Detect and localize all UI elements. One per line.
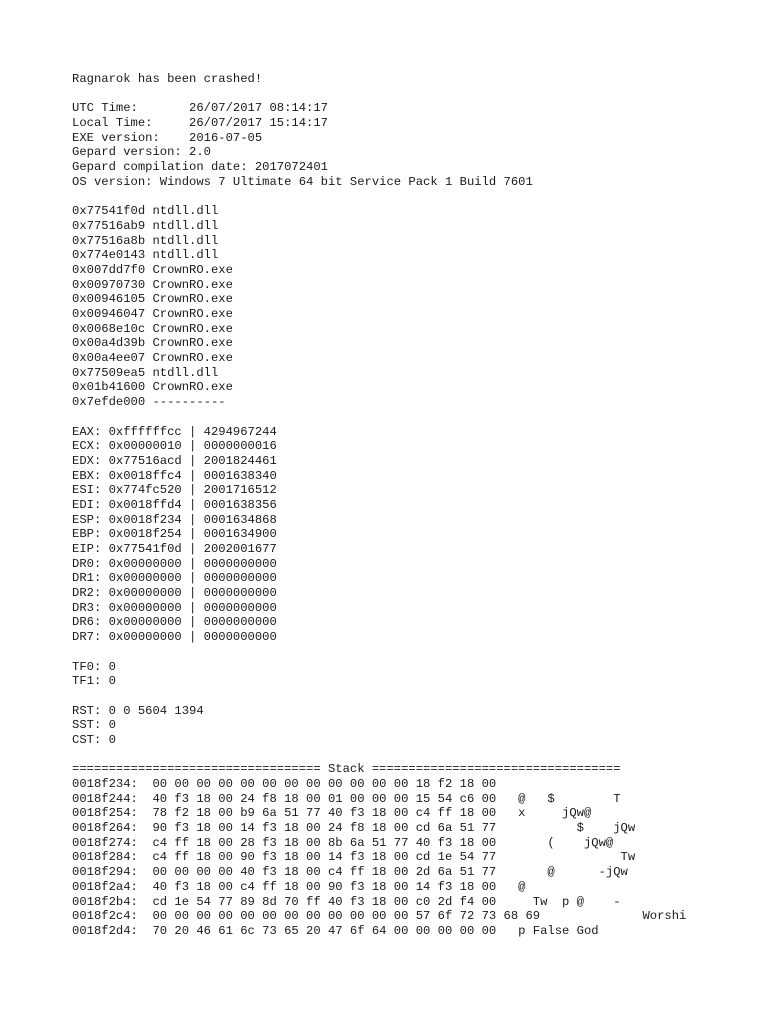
call-stack-frame: 0x00946105 CrownRO.exe [72,292,233,307]
spacer [72,190,762,205]
spacer [72,689,762,704]
local-time-line: Local Time: 26/07/2017 15:14:17 [72,116,328,131]
stack-title: ================================== Stack ================================== [72,762,621,777]
utc-time-line: UTC Time: 26/07/2017 08:14:17 [72,101,328,116]
spacer [72,645,762,660]
register-line: EIP: 0x77541f0d | 2002001677 [72,542,277,556]
state-line: SST: 0 [72,718,116,733]
register-line: ESP: 0x0018f234 | 0001634868 [72,512,277,527]
stack-row: 0018f2b4: cd 1e 54 77 89 8d 70 ff 40 f3 18 00 c0 2d f4 00 Tw p @ - [72,894,621,909]
register-line: EBP: 0x0018f254 | 0001634900 [72,527,277,542]
registers [72,425,762,645]
register-line: DR1: 0x00000000 | 0000000000 [72,571,277,586]
stack-row: 0018f264: 90 f3 18 00 14 f3 18 00 24 f8 18 00 cd 6a 51 77 $ jQw [72,821,636,836]
register-line: EBX: 0x0018ffc4 | 0001638340 [72,468,277,483]
gepard-compilation-line: Gepard compilation date: 2017072401 [72,160,328,175]
flags [72,660,762,689]
stack-row: 0018f294: 00 00 00 00 40 f3 18 00 c4 ff 18 00 2d 6a 51 77 @ -jQw [72,865,628,880]
call-stack-frame: 0x77541f0d ntdll.dll [72,204,219,219]
register-line: DR2: 0x00000000 | 0000000000 [72,586,277,601]
spacer [72,748,762,763]
spacer [72,410,762,425]
stack-row: 0018f274: c4 ff 18 00 28 f3 18 00 8b 6a 51 77 40 f3 18 00 ( jQw@ [72,835,614,850]
call-stack-frame: 0x774e0143 ntdll.dll [72,248,219,263]
stack-row: 0018f2a4: 40 f3 18 00 c4 ff 18 00 90 f3 18 00 14 f3 18 00 @ [72,879,526,894]
call-stack-frame: 0x007dd7f0 CrownRO.exe [72,262,233,277]
exe-version-line: EXE version: 2016-07-05 [72,130,263,145]
crash-report [72,72,762,939]
stack-row: 0018f254: 78 f2 18 00 b9 6a 51 77 40 f3 18 00 c4 ff 18 00 x jQw@ [72,806,592,821]
state [72,704,762,748]
register-line: DR7: 0x00000000 | 0000000000 [72,630,277,645]
call-stack-frame: 0x01b41600 CrownRO.exe [72,380,233,395]
state-line: CST: 0 [72,732,116,747]
stack-row: 0018f244: 40 f3 18 00 24 f8 18 00 01 00 00 00 15 54 c6 00 @ $ T [72,791,621,806]
system-info [72,101,762,189]
call-stack-frame: 0x00a4ee07 CrownRO.exe [72,351,233,366]
call-stack-frame: 0x77509ea5 ntdll.dll [72,365,219,380]
flag-line: TF1: 0 [72,674,116,689]
register-line: ESI: 0x774fc520 | 2001716512 [72,483,277,498]
register-line: DR0: 0x00000000 | 0000000000 [72,556,277,571]
stack-row: 0018f234: 00 00 00 00 00 00 00 00 00 00 00 00 18 f2 18 00 [72,777,497,791]
crash-header [72,72,762,87]
call-stack-frame: 0x7efde000 ---------- [72,395,226,410]
register-line: DR6: 0x00000000 | 0000000000 [72,615,277,630]
stack-row: 0018f2d4: 70 20 46 61 6c 73 65 20 47 6f 64 00 00 00 00 00 p False God [72,923,599,938]
os-version-line: OS version: Windows 7 Ultimate 64 bit Service Pack 1 Build 7601 [72,174,533,189]
stack-row: 0018f284: c4 ff 18 00 90 f3 18 00 14 f3 18 00 cd 1e 54 77 Tw [72,850,636,865]
state-line: RST: 0 0 5604 1394 [72,703,204,718]
call-stack-frame: 0x77516a8b ntdll.dll [72,233,219,248]
crash-message: Ragnarok has been crashed! [72,72,263,86]
register-line: EDI: 0x0018ffd4 | 0001638356 [72,497,277,512]
gepard-version-line: Gepard version: 2.0 [72,145,211,160]
call-stack-frame: 0x77516ab9 ntdll.dll [72,218,219,233]
register-line: EDX: 0x77516acd | 2001824461 [72,453,277,468]
call-stack [72,204,762,410]
flag-line: TF0: 0 [72,659,116,674]
stack-dump [72,762,762,938]
call-stack-frame: 0x0068e10c CrownRO.exe [72,321,233,336]
spacer [72,87,762,102]
stack-row: 0018f2c4: 00 00 00 00 00 00 00 00 00 00 00 00 57 6f 72 73 68 69 Worshi [72,909,687,924]
call-stack-frame: 0x00970730 CrownRO.exe [72,277,233,292]
register-line: EAX: 0xffffffcc | 4294967244 [72,424,277,439]
call-stack-frame: 0x00a4d39b CrownRO.exe [72,336,233,351]
call-stack-frame: 0x00946047 CrownRO.exe [72,307,233,321]
register-line: DR3: 0x00000000 | 0000000000 [72,600,277,615]
register-line: ECX: 0x00000010 | 0000000016 [72,439,277,454]
